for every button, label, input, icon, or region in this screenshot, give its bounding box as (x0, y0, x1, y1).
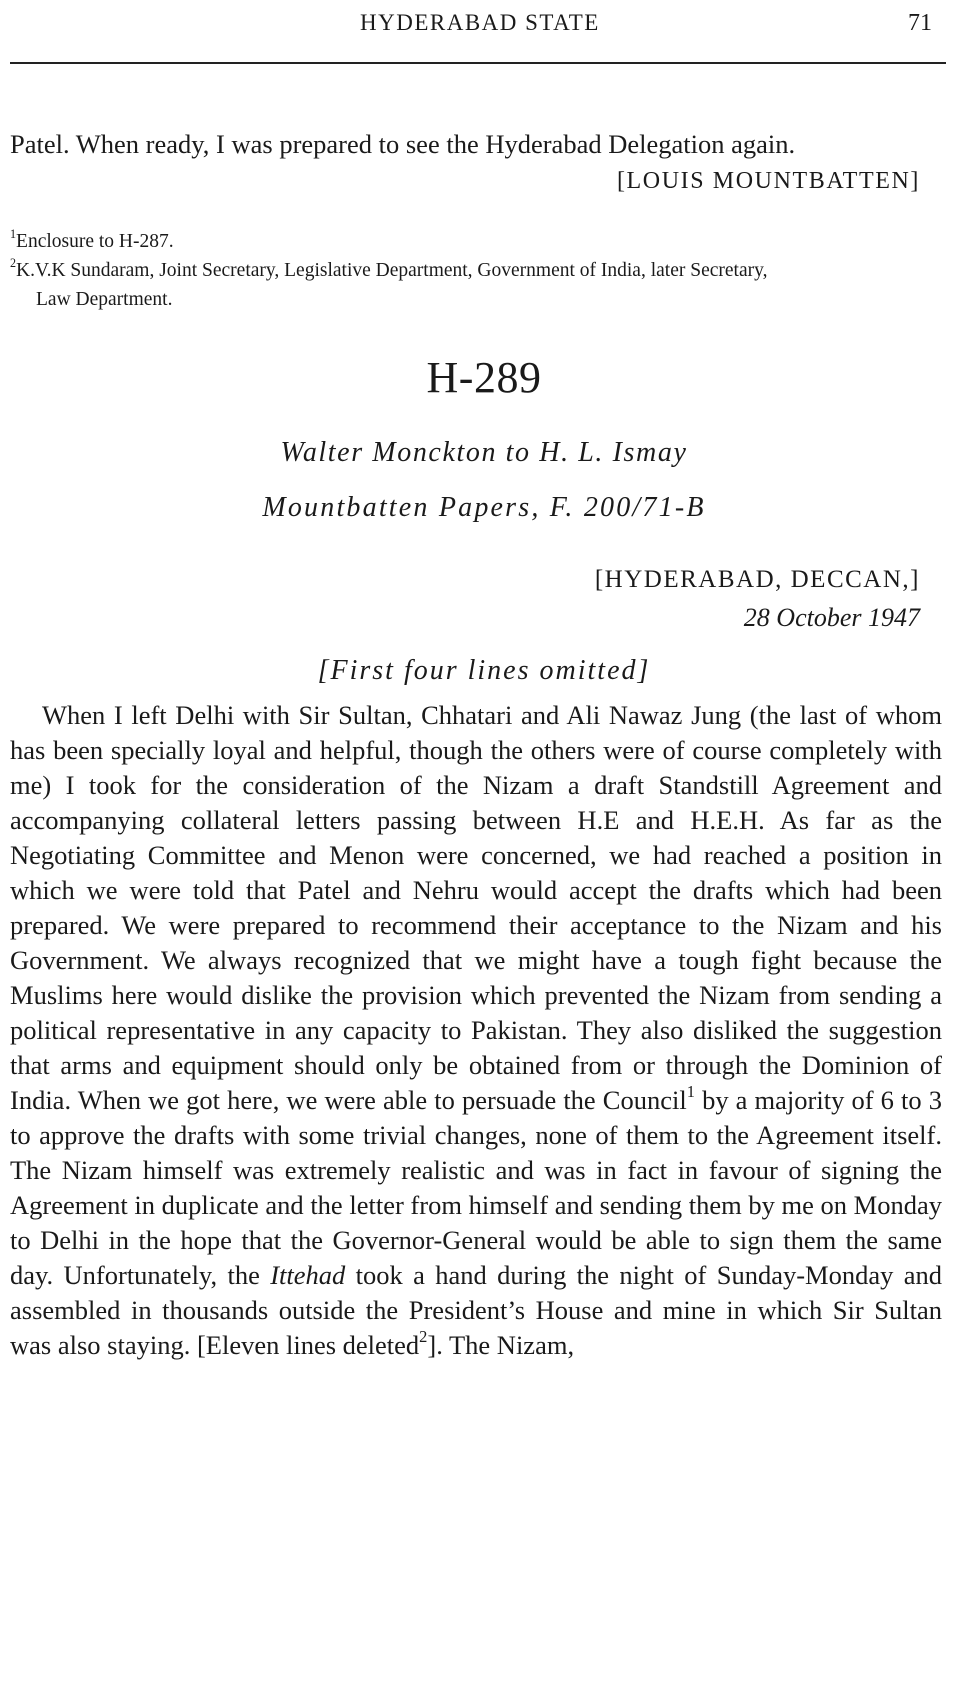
omission-note: [First four lines omitted] (317, 655, 651, 686)
body-part-1: When I left Delhi with Sir Sultan, Chhatari and Ali Nawaz Jung (the last of whom has been specially loyal and helpful, though the others were of course completely with me) I took for the consideration of the Nizam a draft Standstill Agreement and accompanying collateral letters passing between H.E and H.E.H. As far as the Negotiating Committee and Menon were concerned, we had reached a position in which we were told that Patel and Nehru would accept the drafts which had been prepared. We were prepared to recommend their acceptance to the Nizam and his Government. We always recognized that we might have a tough fight because the Muslims here would dislike the provision which prevented the Nizam from sending a political representative in any capacity to Pakistan. They also disliked the suggestion that arms and equipment should only be obtained from or through the Dominion of India. When we got here, we were able to persuade the Council (10, 700, 942, 1115)
document-source: Mountbatten Papers, F. 200/71-B (262, 492, 706, 523)
footnote-ref-2: 2 (419, 1326, 428, 1346)
letter-place: [HYDERABAD, DECCAN,] (594, 566, 920, 593)
footnote-2-continuation: Law Department. (36, 289, 173, 310)
footnote-marker: 2 (10, 255, 17, 270)
running-head (0, 10, 968, 40)
opening-paragraph: Patel. When ready, I was prepared to see the Hyderabad Delegation again. (10, 128, 796, 159)
letter-date: 28 October 1947 (743, 603, 920, 632)
signature: [LOUIS MOUNTBATTEN] (616, 168, 920, 194)
footnote-2 (10, 256, 942, 285)
main-paragraph (10, 698, 942, 1683)
letter-body (10, 698, 942, 1363)
page-number: 71 (908, 10, 932, 36)
header-rule (10, 62, 946, 64)
footnotes (10, 227, 942, 314)
footnote-text: Enclosure to H-287. (16, 231, 174, 252)
footnote-marker: 1 (10, 226, 17, 241)
footnote-1 (10, 227, 942, 256)
body-part-4: ]. The Nizam, (427, 1330, 575, 1360)
document-correspondents: Walter Monckton to H. L. Ismay (280, 437, 688, 468)
body-part-3: took a hand during the night of Sunday-Monday and assembled in thousands outside the President’s House and mine in which Sir Sultan was also staying. [Eleven lines deleted (10, 1260, 942, 1360)
running-title: HYDERABAD STATE (360, 10, 600, 35)
footnote-ref-1: 1 (686, 1081, 695, 1101)
footnote-text: K.V.K Sundaram, Joint Secretary, Legislative Department, Government of India, later Secretary, (16, 260, 768, 281)
ittehad-term: Ittehad (270, 1260, 346, 1290)
document-number: H-289 (426, 353, 542, 402)
body-part-2: by a majority of 6 to 3 to approve the drafts with some trivial changes, none of them to the Agreement itself. The Nizam himself was extremely realistic and was in fact in favour of signing the Agreement in duplicate and the letter from himself and sending them by me on Monday to Delhi in the hope that the Governor-General would be able to sign them the same day. Unfortunately, the (10, 1085, 942, 1290)
